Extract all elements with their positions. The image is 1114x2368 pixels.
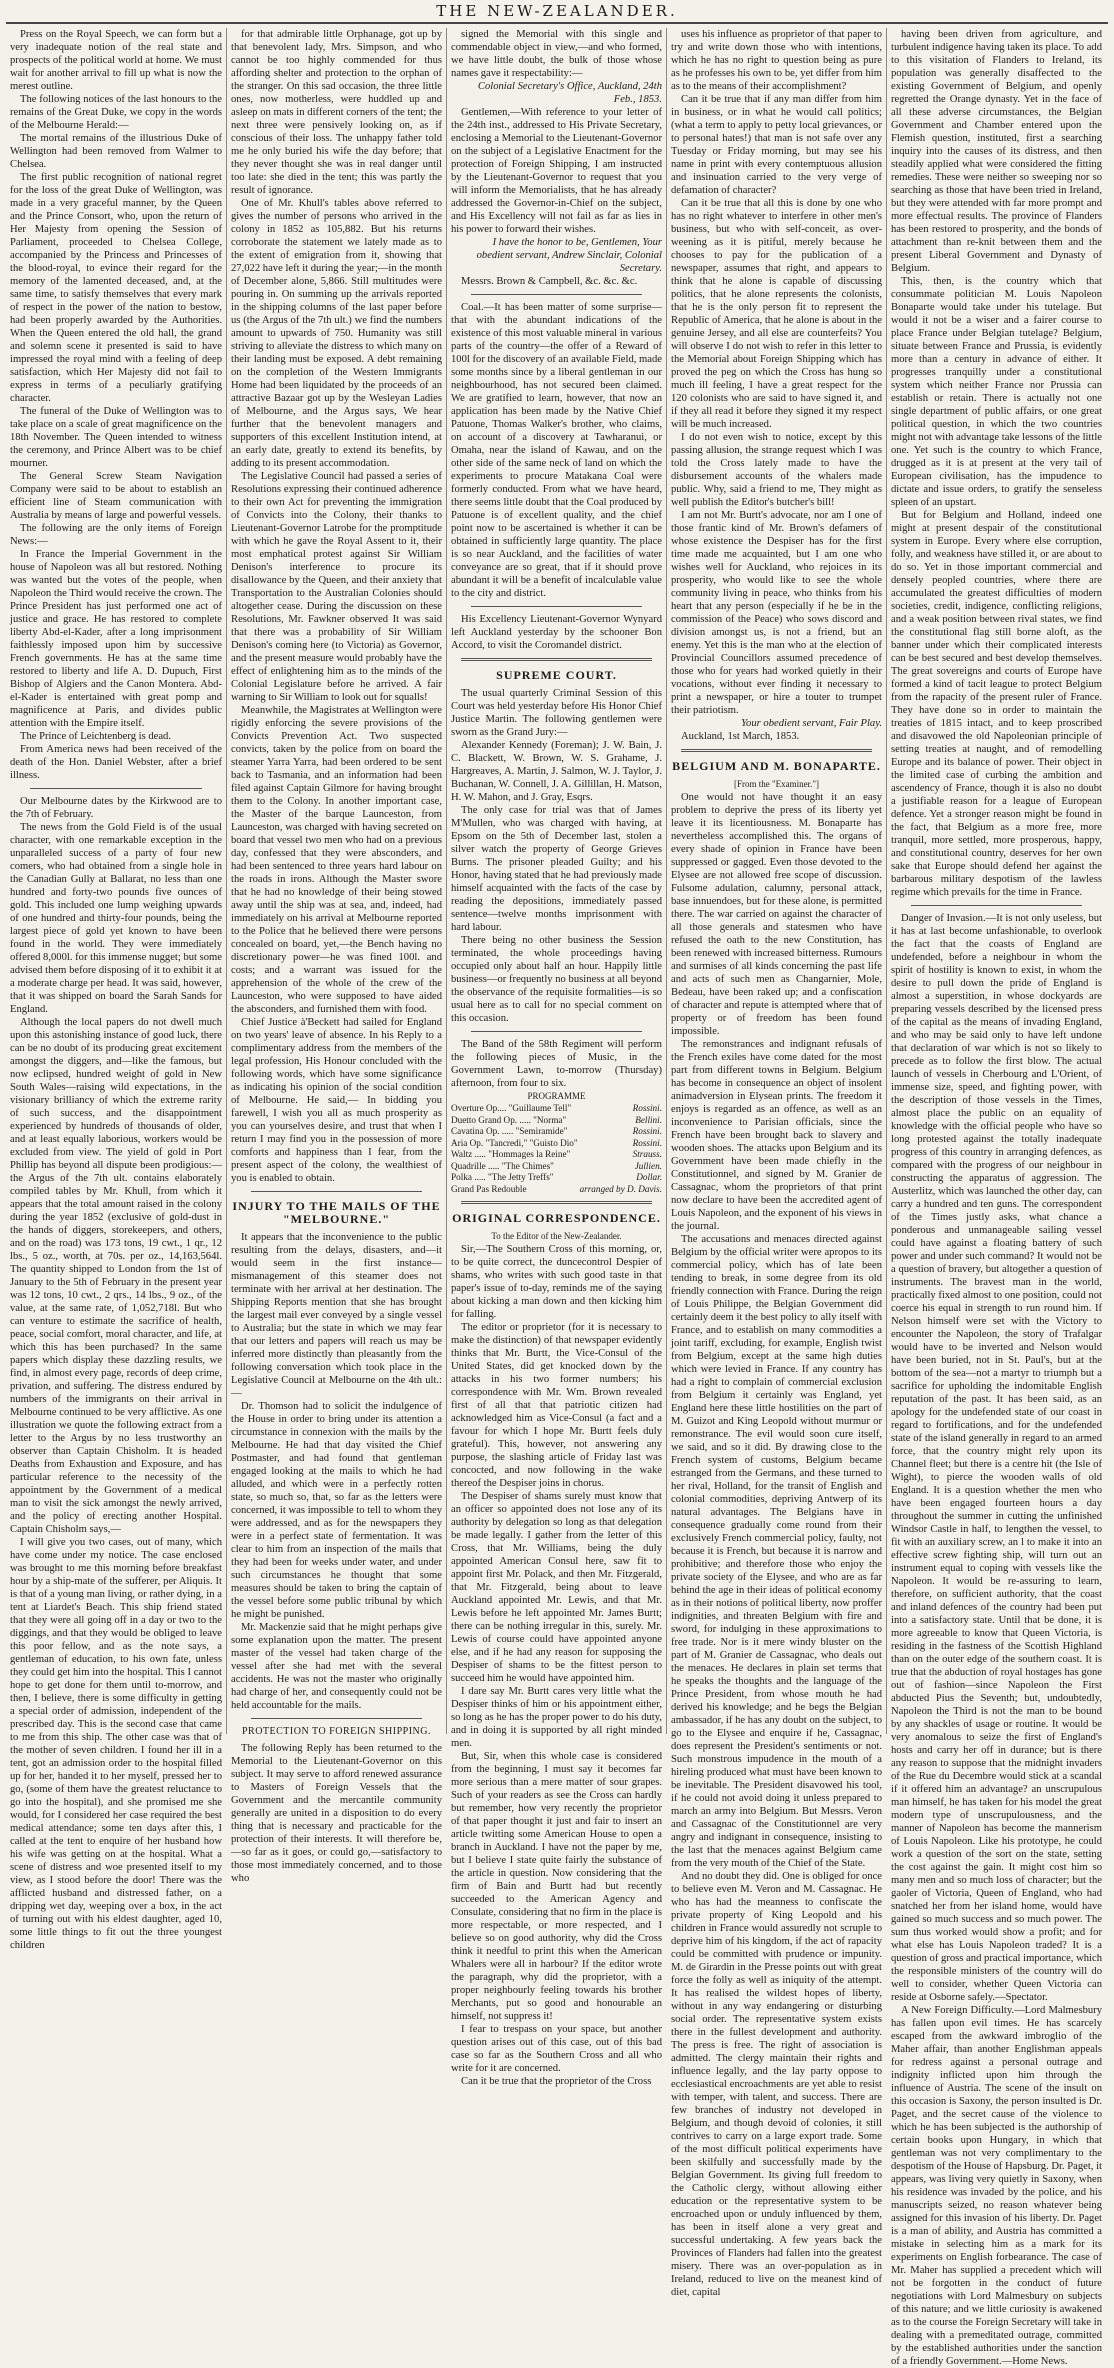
- section-rule: [471, 1031, 642, 1032]
- paragraph: Meanwhile, the Magistrates at Wellington were rigidly enforcing the severe provisions of the Convicts Prevention Act. Two suspected convicts, taken by the police from on board the steamer Yarra Yarra, had been ordered to be sent back to Tasmania, and an information had been filed against Captain Gilmore for having brought them to the Colony. In another important case, the Master of the barque Launceston, from Launceston, was charged with having secreted on board that vessel two men who had on a previous day, confessed that they were absconders, and had been sentenced to three years hard labour on the roads in irons. Although the Master swore that he had no knowledge of their being stowed away until the ship was at sea, and, indeed, had immediately on his arrival at Melbourne reported to the Police that he believed there were persons concealed on board, yet,—the Bench having no discretionary power—he was fined 100l. and costs; and a warrant was issued for the apprehension of the whole of the crew of the Launceston, who were supposed to have aided the absconders, and furnished them with food.: [231, 705, 442, 1015]
- paragraph: Alexander Kennedy (Foreman); J. W. Bain, J. C. Blackett, W. Brown, W. S. Grahame, J. Hargreaves, A. Martin, J. Salmon, W. J. Taylor, J. Buchanan, W. Connell, J. A. Gillillan, H. Matson, H. W. Mahon, and J. Gray, Esqrs.: [451, 740, 662, 803]
- section-rule: [461, 1201, 652, 1204]
- article-heading: SUPREME COURT.: [496, 668, 617, 682]
- paragraph: The following are the only items of Foreign News:—: [10, 523, 222, 547]
- paragraph: The only case for trial was that of James M'Mullen, who was charged with having, at Epsom on the 5th of December last, stolen a silver watch the property of George Grieves Burns. The prisoner pleaded Guilty; and his Honor, having stated that he had previously made himself acquainted with the facts of the case by reading the depositions, immediately passed sentence—twelve months imprisonment with hard labour.: [451, 805, 662, 933]
- section-rule: [681, 749, 872, 752]
- paragraph: His Excellency Lieutenant-Governor Wynyard left Auckland yesterday by the schooner Bon Accord, to visit the Coromandel district.: [451, 614, 662, 651]
- paragraph: The Band of the 58th Regiment will perform the following pieces of Music, in the Government Lawn, to-morrow (Thursday) afternoon, from four to six.: [451, 1039, 662, 1089]
- paragraph: signed the Memorial with this single and commendable object in view,—and who formed, we have little doubt, the bulk of those whose names gave it respectability:—: [451, 29, 662, 79]
- paragraph: Danger of Invasion.—It is not only useless, but it has at last become unfashionable, to overlook the fact that the coasts of England are undefended, before a neighbour in whom the spirit of hostility is known to exist, in whom the desire to pull down the pride of England is almost a superstition, in whose dockyards are preparing vessels described by the licensed press of the capital as the means of invading England, and who may be said only to have left undone that declaration of war which is not so likely to precede as to follow the first blow. The actual launch of vessels in Cherbourg and L'Orient, of immense size, speed, and fighting power, with the description of those vessels in the Times, almost place the public on an equality of knowledge with the official people who have so long protested against the totally inadequate progress of this country in arranging defences, as compared with the progress of our neighbour in constructing the apparatus of aggression. The Austerlitz, which was launched the other day, can carry a hundred and ten guns. The correspondent of the Times justly asks, what chance a ponderous and unmanageable sailing vessel could have against a floating battery of such power and under such command? It would not be a question of bravery, but altogether a question of instruments. The bravest man in the world, practically fixed almost to one position, could not coerce his equal in strength to run round him. If Nelson himself were set with the Victory to encounter the Napoleon, the story of Trafalgar would have to be inverted and Nelson would have been buried, not in St. Paul's, but at the bottom of the sea—not a martyr to triumph but a sacrifice for upholding the indomitable English reputation of the past. It has been said, as an apology for the undefended state of our coast in regard to fortifications, and for the undefended state of the island generally in regard to an armed force, that the country might rely upon its Channel fleet; but there is a centre hit (the Isle of Wight), to pierce the wooden walls of old England. It is a question whether the men who have been engaged fourteen hours a day throughout the summer in cutting the unfinished Windsor Castle in half, to lengthen the vessel, to fit with an auxiliary screw, an l to make it into an effective screw fighting ship, will turn out an instrument equal to coping with vessels like the Napoleon. It would be re-assuring to learn, therefore, on sufficient authority, that the coast and inland defences of the country had been put into a satisfactory state. Until that be done, it is more agreeable to know that Queen Victoria, is residing in the fastness of the Scottish Highland than on the outer edge of the southern coast. It is true that the abduction of royal hostages has gone out of fashion—since Napoleon the First abducted Pius the Seventh; but, undoubtedly, Napoleon the Third is not the man to be bound by any shackles of usage or routine. It would be very anomalous to seize the first of England's hosts and carry her off in durance; but is there any reason to suppose that the midnight invaders of the Rue du Decembre would stick at a scandal if it offered him an advantage? an unscrupulous man himself, he has taken for his model the great modern type of unscrupulousness, and the manner of Napoleon has become the mannerism of Louis Napoleon. Like his prototype, he could work a question of the sort on the state, setting the cost against the gain. It might cost him so many men and so much loss of character; but the gaoler of Victoria, Queen of England, who had snatched her from her island home, would have gained so much success and so much power. The sum thus worked would show a profit; and for what else has Louis Napoleon traded? It is a question of gross and practical importance, which the responsible ministers of the country will do well to consider, whether Queen Victoria can reside at Osborne safely.—Spectator.: [891, 913, 1102, 2003]
- paragraph: Although the local papers do not dwell much upon this astonishing instance of good luck, there can be no doubt of its producing great excitement amongst the diggers, and—like the famous, but now eclipsed, hundred weight of gold in New South Wales—raising wild expectations, in the visionary brilliancy of which the extreme rarity of such success, and the disappointment experienced by hundreds of thousands of older, and at least equally laborious, workers would be excluded from view. The yield of gold in Port Phillip has beyond all dispute been prodigious:—the Argus of the 7th ult. contains elaborately compiled tables by Mr. Khull, from which it appears that the total amount raised in the colony during the year 1852 (exclusive of gold-dust in the hands of diggers, storekeepers, and others, and on the road) was 173 tons, 19 cwt., 1 qr., 12 lbs., 5 oz., worth, at 70s. per oz., 14,163,564l. The quantity shipped to London from the 1st of January to the 5th of February in the present year was 12 tons, 10 cwt., 2 qrs., 14 lbs., 9 oz., of the value, at the same rate, of 1,052,718l. But who can venture to estimate the sacrifice of health, peace, social comfort, moral character, and life, at which this has been purchased? In the same papers which display these dazzling results, we find, in almost every page, records of deep crime, privation, and suffering. The distress endured by numbers of the immigrants on their arrival in Melbourne continued to be very afflictive. As one illustration we quote the following extract from a letter to the Argus by no less trustworthy an observer than Captain Chisholm. It is headed Deaths from Exhaustion and Exposure, and has particular reference to the necessity of the appointment by the Government of a medical man to visit the sick amongst the newly arrived, and the policy of erecting another Hospital. Captain Chisholm says,—: [10, 1017, 222, 1535]
- paragraph: uses his influence as proprietor of that paper to try and write down those who with intentions, which he has no right to question being as pure as he professes his own to be, yet differ from him as to the means of their accomplishment?: [671, 29, 882, 92]
- paragraph: Our Melbourne dates by the Kirkwood are to the 7th of February.: [10, 796, 222, 820]
- paragraph: The usual quarterly Criminal Session of this Court was held yesterday before His Honor Chief Justice Martin. The following gentlemen were sworn as the Grand Jury:—: [451, 688, 662, 738]
- paragraph: A New Foreign Difficulty.—Lord Malmesbury has fallen upon evil times. He has scarcely escaped from the awkward imbroglio of the Maher affair, than another Englishman appeals for redress against a personal outrage and indignity inflicted upon him through the influence of Austria. The scene of the insult on this occasion is Saxony, the person insulted is Dr. Paget, and the secret cause of the violence to which he has been subjected is the authorship of certain books upon Hungary, in which that gentleman was not very complimentary to the despotism of the House of Hapsburg. Dr. Paget, it appears, was living very quietly in Saxony, when his residence was invaded by the police, and his manuscripts seized, no reason whatever being assigned for this invasion of his liberty. Dr. Paget is a man of ability, and Austria has committed a mistake in selecting him as a mark for its experiments on English forbearance. The case of Mr. Maher has supplied a precedent which will not be forgotten in the conduct of future negotiations with Lord Malmesbury on subjects of this nature; and we little curiosity is awakened as to the course the Foreign Secretary will take in dealing with a premeditated outrage, committed by the established authorities under the sanction of a friendly Government.—Home News.: [891, 2005, 1102, 2367]
- column-1: [6, 28, 226, 1951]
- programme-row: Polka ..... "The Jetty Treffs" Dollar.: [451, 1172, 662, 1182]
- paragraph: I do not even wish to notice, except by this passing allusion, the strange request which I was told the Cross lately made to have the disbursement accounts of the whalers made public. Why, said a friend to me, They might as well publish the Editor's butcher's bill!: [671, 432, 882, 508]
- paragraph: Can it be true that the proprietor of the Cross: [461, 2076, 652, 2087]
- column-2: [226, 28, 446, 1884]
- section-rule: [251, 1191, 422, 1192]
- paragraph: The news from the Gold Field is of the usual character, with one remarkable exception in the unparalleled success of a party of four new comers, who had obtained from a single hole in the Canadian Gully at Ballarat, no less than one hundred and forty-two pounds five ounces of gold. This included one lump weighing upwards of one hundred and thirty-four pounds, being the largest piece of gold yet known to have been found in the world. They were immediately offered 8,000l. for this immense nugget; but some advised them before disposing of it to exhibit it at a moderate charge per head. It was said, however, that it was shipped on board the Sarah Sands for England.: [10, 822, 222, 1015]
- paragraph: One would not have thought it an easy problem to deprive the press of its liberty yet leave it its licentiousness. M. Bonaparte has nevertheless accomplished this. The organs of every shade of opinion in France have been suppressed or gagged. Even those devoted to the Elysee are not allowed free scope of discussion. Fulsome adulation, calumny, personal attack, base innuendoes, but for these alone, is permitted there. The war carried on against the character of all those generals and statesmen who have refused the oath to the new Constitution, has been renewed with increased bitterness. Rumours and surmises of all kinds concerning the past life and acts of such men as Changarnier, Mole, Bedeau, have been raked up; and a confiscation of character and repute is attempted where that of property or of freedom has been found impossible.: [671, 792, 882, 1037]
- paragraph: Can it be true that all this is done by one who has no right whatever to interfere in other men's business, but who with self-conceit, as over-weening as it is pitiful, merely because he chooses to pay for the publication of a newspaper, assumes that right, and appears to think that he alone is capable of discussing politics, that he alone represents the colonists, that he is the only person fit to represent the Republic of America, that he alone is about in the genuine Jersey, and all else are counterfeits? You will observe I do not wish to refer in this letter to the Memorial about Foreign Shipping which has proved the peg on which the Cross has hung so much ill feeling, I have a great respect for the 120 colonists who are said to have signed it, and if they all read it before they signed it my respect will be much increased.: [671, 198, 882, 430]
- paragraph: having been driven from agriculture, and turbulent indigence having taken its place. To add to this visitation of Flanders to Ireland, its population was generally disaffected to the existing Government of Belgium, and openly regretted the Orange dynasty. Yet in the face of all these adverse circumstances, the Belgian Government and Chamber entered upon the Flemish question, instituted, first a searching inquiry into the causes of its distress, and then steadily applied what were considered the fitting remedies. These were neither so sweeping nor so searching as those that have been tried in Ireland, but they were attended with far more prompt and more effectual results. The province of Flanders has been restored to prosperity, and the bonds of attachment than re-knit between them and the present Liberal Government and Dynasty of Belgium.: [891, 29, 1102, 274]
- programme-row: Waltz ..... "Hommages la Reine" Strauss.: [451, 1149, 662, 1159]
- section-rule: [251, 1718, 422, 1719]
- paragraph: I will give you two cases, out of many, which have come under my notice. The case enclosed was brought to me this morning before breakfast hour by a ship-mate of the sufferer, per Aliquis. It is that of a young man living, or rather dying, in a tent at Liardet's Beach. This ship friend stated that they were all going off in a day or two to the diggings, and that they would be obliged to leave this poor fellow, and as the note says, a gentleman of education, to his own fate, unless they could get him into the hospital. This I cannot hope to get done for them until to-morrow, and then, I believe, there is some difficulty in getting a special order of admission, independent of the prescribed day. This is the second case that came to me from this ship. The other case was that of the mother of seven children. I found her ill in a tent, got an admission order to the hospital filled up for her, handed it to her myself, pressed her to go, (some of them have the greatest reluctance to go into the hospital), and she promised me she would, for I considered her case required the best medical attendance; some ten days after this, I called at the tent to enquire of her husband how his wife was getting on at the hospital. What a scene of distress and woe presented itself to my view, as I stood before the door! There was the afflicted husband and distressed father, on a dripping wet day, weeping over a box, in the act of turning out with his eldest daughter, aged 10, some little things to fit out the three youngest children: [10, 1537, 222, 1951]
- paragraph: The editor or proprietor (for it is necessary to make the distinction) of that newspaper evidently thinks that Mr. Burtt, the Vice-Consul of the United States, did get knocked down by the attacks in his two former numbers; his correspondence with Mr. Wm. Brown revealed first of all that that patriotic citizen had acknowledged him as Vice-Consul (a fact and a favour for which I hope Mr. Burtt feels duly grateful). This, however, not answering any purpose, the slashing article of Friday last was concocted, and now following in the wake thereof the Despiser joins in chorus.: [451, 1322, 662, 1489]
- paragraph: The Prince of Leichtenberg is dead.: [20, 731, 172, 742]
- paragraph: The mortal remains of the illustrious Duke of Wellington had been removed from Walmer to Chelsea.: [10, 133, 222, 170]
- paragraph: Messrs. Brown & Campbell, &c. &c. &c.: [461, 276, 638, 287]
- paragraph: I am not Mr. Burtt's advocate, nor am I one of those frantic kind of Mr. Brown's defamers of whose existence the Despiser has for the first time made me acquainted, but I am one who wishes well for Auckland, who rejoices in its prosperity, who would like to see the whole community living in peace, who thinks from his heart that any person (especially if he be in the commission of the Peace) who sows discord and division amongst us, is not a friend, but an enemy. Yet this is the man who at the election of Provincial Councillors assumed precedence of those who for years had worked quietly in their vocations, without ever finding it necessary to print a newspaper, or hire a touter to trumpet their patriotism.: [671, 510, 882, 716]
- masthead: THE NEW-ZEALANDER.: [436, 2, 678, 20]
- source-line: [From the "Examiner."]: [733, 779, 820, 789]
- signature: Your obedient servant, Fair Play.: [741, 718, 882, 729]
- paragraph: for that admirable little Orphanage, got up by that benevolent lady, Mrs. Simpson, and who cannot be too highly commended for thus affording shelter and protection to the orphan of the stranger. On this sad occasion, the three little ones, now motherless, were huddled up and asleep on mats in different corners of the tent; the next three were pensively looking on, as if conscious of their loss. The unhappy father told me he only buried his wife the day before; that they never thought she was in real danger until too late: she died in the tent; this was partly the result of ignorance.: [231, 29, 442, 196]
- paragraph: The Despiser of shams surely must know that an officer so appointed does not lose any of its authority by delegation so long as that delegation be made legally. I gather from the letter of this Cross, that Mr. Williams, being the duly appointed American Consul here, saw fit to appoint first Mr. Polack, and then Mr. Fitzgerald, that Mr. Fitzgerald, being about to leave Auckland appointed Mr. Lewis, and that Mr. Lewis before he left appointed Mr. James Burtt; there can be nothing irregular in this, surely. Mr. Lewis of course could have appointed anyone else, and if he had any reason for supposing the Despiser of shams to be the fittest person to succeed him he would have appointed him.: [451, 1491, 662, 1684]
- addressee: To the Editor of the New-Zealander.: [491, 1231, 622, 1241]
- paragraph: Chief Justice à'Beckett had sailed for England on two years' leave of absence. In his Reply to a complimentary address from the members of the legal profession, His Honour concluded with the following words, which have some significance as indicating his opinion of the social condition of Melbourne. He said,— In bidding you farewell, I wish you all as much prosperity as you can yourselves desire, and trust that when I return I may find you in the possession of more comforts and happiness than I fear, from the present aspect of the colony, the wealthiest of you is enabled to obtain.: [231, 1017, 442, 1184]
- newspaper-columns: [6, 28, 1108, 2367]
- paragraph: In France the Imperial Government in the house of Napoleon was all but restored. Nothing was wanted but the votes of the people, when Napoleon the Third would receive the crown. The Prince President has just performed one act of justice and grace. He has restored to complete liberty Abd-el-Kader, after a long imprisonment faithlessly imposed upon him by successive French governments. He has at the same time restored to liberty and life A. D. Dupuch, First Bishop of Algiers and the Canon Montera. Abd-el-Kader is entertained with great pomp and magnificence at Paris, and divides public attention with the Empire itself.: [10, 549, 222, 729]
- paragraph: Sir,—The Southern Cross of this morning, or, to be quite correct, the duncecontrol Despier of shams, who writes with such good taste in that paper's issue of to-day, reminds me of the saying about kicking a man down and then kicking him for falling.: [451, 1244, 662, 1320]
- paragraph: The following Reply has been returned to the Memorial to the Lieutenant-Governor on this subject. It may serve to afford renewed assurance to Masters of Foreign Vessels that the Government and the mercantile community generally are united in a disposition to do every thing that is necessary and practicable for the protection of their interests. It will therefore be,—so far as it goes, or could go,—satisfactory to those most immediately concerned, and to those who: [231, 1743, 442, 1884]
- paragraph: But, Sir, when this whole case is considered from the beginning, I must say it becomes far more serious than a mere matter of sour grapes. Such of your readers as see the Cross can hardly but remember, how very recently the proprietor of that paper thought it just and fair to insert an article twitting some American House to open a branch in Auckland. I have not the paper by me, but I believe I state quite fairly the substance of the article in question. Now considering that the firm of Bain and Burtt had but recently succeeded to the American Agency and Consulate, considering that no firm in the place is more respectable, or more respected, and I believe so on good authority, why did the Cross think it needful to print this when the American Whalers were all in harbour? If the editor wrote the paragraph, why did the proprietor, with a proper neighbourly feeling towards his brother Merchants, put so good and honourable an himself, not suppress it!: [451, 1751, 662, 2022]
- section-rule: [471, 294, 642, 295]
- programme-row: Overture Op.... "Guillaume Tell" Rossini.: [451, 1103, 662, 1113]
- paragraph: There being no other business the Session terminated, the whole proceedings having occupied only about half an hour. Happily little business—or frequently no business at all beyond the observance of the requisite formalities—is so usual here as to call for no special comment on this occasion.: [451, 935, 662, 1024]
- paragraph: I fear to trespass on your space, but another question arises out of this case, out of this bad case so far as the Southern Cross and all who write for it are concerned.: [451, 2024, 662, 2074]
- programme-list: [451, 1103, 662, 1195]
- programme-row: Cavatina Op. ..... "Semiramide" Rossini.: [451, 1126, 662, 1136]
- paragraph: It appears that the inconvenience to the public resulting from the delays, disasters, and—it would seem in the first instance—mismanagement of this steamer does not terminate with her arrival at her destination. The Shipping Reports mention that she has brought the largest mail ever conveyed by a single vessel to Australia; but the state in which we may fear that our letters and papers will reach us may be inferred more distinctly than pleasantly from the following conversation which took place in the Legislative Council at Melbourne on the 4th ult.:—: [231, 1232, 442, 1399]
- dateline: Colonial Secretary's Office, Auckland, 24th Feb., 1853.: [477, 81, 662, 105]
- paragraph: I dare say Mr. Burtt cares very little what the Despiser thinks of him or his appointment either, so long as he has the proper power to do his duty, and in doing it is supported by all right minded men.: [451, 1686, 662, 1749]
- programme-label: PROGRAMME: [527, 1091, 586, 1101]
- section-rule: [471, 606, 642, 607]
- column-5: [886, 28, 1106, 2367]
- dateline: Auckland, 1st March, 1853.: [681, 731, 800, 742]
- section-rule: [911, 905, 1082, 906]
- article-heading: ORIGINAL CORRESPONDENCE.: [452, 1211, 661, 1225]
- paragraph: Coal.—It has been matter of some surprise—that with the abundant indications of the existence of this most valuable mineral in various parts of the country—the offer of a Reward of 100l for the discovery of an available Field, made some months since by a liberal gentleman in our neighbourhood, has not secured been claimed. We are gratified to learn, however, that now an application has been made by the Native Chief Patuone, Thomas Walker's brother, who claims, on account of a discovery at Tawharanui, or Omaha, near the island of Kawau, and on the other side of the same neck of land on which the experiments to procure Matakana Coal were formerly conducted. From what we have heard, there seems little doubt that the Coal produced by Patuone is of excellent quality, and the chief point now to be ascertained is whether it can be obtained in sufficiently large quantity. The place is so near Auckland, and the facilities of water conveyance are so great, that if it should prove abundant it will be a benefit of incalculable value to the city and district.: [451, 302, 662, 599]
- paragraph: And no doubt they did. One is obliged for once to believe even M. Veron and M. Cassagnac. He who has had the meanness to confiscate the private property of King Leopold and his children in France would assuredly not scruple to deprive him of his kingdom, if the act of rapacity could be committed with prudence or impunity. M. de Girardin in the Presse points out with great force the folly as well as iniquity of the attempt. It has realised the wildest hopes of liberty, without in any way endangering or disturbing social order. The representative system exists there in the fullest development and authority. The press is free. The right of association is admitted. The clergy maintain their rights and influence legally, and the lay party oppose to ecclesiastical encroachments are yet able to resist with temper, with talent, and success. There are few branches of industry not developed in Belgium, and though devoid of colonies, it still contrives to carry on a large export trade. Some of the most difficult political experiments have been skilfully and successfully made by the Belgian Government. Its giving full freedom to the Catholic clergy, without allowing either education or the representative system to be encroached upon or unduly influenced by them, has been in itself alone a very great and successful undertaking. A few years back the Provinces of Flanders had fallen into the greatest misery. There was an over-population as in Ireland, reduced to live on the meanest kind of diet, capital: [671, 1871, 882, 2298]
- paragraph: Mr. Mackenzie said that he might perhaps give some explanation upon the matter. The present master of the vessel had taken charge of the vessel after she had met with the several accidents. He was not the master who originally had charge of her, and consequently could not be held accountable for the mails.: [231, 1622, 442, 1711]
- paragraph: Can it be true that if any man differ from him in business, or in what he would call politics; (what a term to apply to petty local grievances, or to personal hates!) that man is not safe over any Tuesday or Friday morning, but may see his name in print with every contemptuous allusion and insinuation carried to the very verge of defamation of character?: [671, 94, 882, 196]
- paragraph: The General Screw Steam Navigation Company were said to be about to establish an efficient line of Steam communication with Australia by means of large and powerful vessels.: [10, 471, 222, 521]
- programme-row: Aria Op. "Tancredi," "Guisto Dio" Rossini.: [451, 1137, 662, 1148]
- signature: I have the honor to be, Gentlemen, Your obedient servant, Andrew Sinclair, Colonial Secretary.: [476, 237, 662, 274]
- paragraph: This, then, is the country which that consummate politician M. Louis Napoleon Bonaparte would take under his tutelage. But would it not be a wiser and a fairer course to place France under Belgian tutelage? Belgium, situate between France and Prussia, is evidently more than a century in advance of either. It progresses tranquilly under a constitutional system which neither France nor Prussia can establish or retain. There is actually not one single department of public affairs, or one great political question, in which the two countries might not with advantage take lessons of the little one. Yet such is the country to which France, drugged as it is at present at the very tail of European civilisation, has the impudence to dictate and issue orders, to gratify the senseless spleen of an upstart.: [891, 276, 1102, 508]
- paragraph: Gentlemen,—With reference to your letter of the 24th inst., addressed to His Private Secretary, enclosing a Memorial to the Lieutenant-Governor on the subject of a Legislative Enactment for the protection of Foreign Shipping, I am instructed by the Lieutenant-Governor to request that you will inform the Memorialists, that he has already addressed the Governor-in-Chief on the subject, and His Excellency will not fail as far as lies in his power to forward their wishes.: [451, 107, 662, 235]
- programme-row: Duetto Grand Op. ..... "Norma" Bellini.: [451, 1114, 662, 1125]
- paragraph: The remonstrances and indignant refusals of the French exiles have come dated for the most part from different towns in Belgium. Belgium has become in consequence an object of insolent animadversion in Elysean prints. The freedom it enjoys is regarded as an offence, as well as an inconvenience to Parisian officials, since the French have been brought back to slavery and wooden shoes. The attacks upon Belgium and its Government have been made chiefly in the Constitutionnel, and signed by M. Granier de Cassagnac, whom the proprietors of that print now declare to have been the accredited agent of Louis Napoleon, and the exponent of his views in the journal.: [671, 1039, 882, 1232]
- paragraph: Press on the Royal Speech, we can form but a very inadequate notion of the real state and prospects of the political world at home. We must wait for another arrival to fill up what is now the merest outline.: [10, 29, 222, 92]
- paragraph: One of Mr. Khull's tables above referred to gives the number of persons who arrived in the colony in 1852 as 105,882. But his returns corroborate the statement we lately made as to the extent of emigration from it, showing that 27,022 have left it during the year;—in the month of December alone, 5,866. Still multitudes were pouring in. On summing up the arrivals reported in the shipping columns of the last paper before us (the Argus of the 7th ult.) we find the numbers amount to upwards of 750. Humanity was still striving to alleviate the distress to which many on their landing must be exposed. A debt remaining on the completion of the Western Immigrants Home had been liquidated by the proceeds of an attractive Bazaar got up by the Wesleyan Ladies of Melbourne, and the Argus says, We hear further that the benevolent managers and supporters of this excellent Institution intend, at an early date, greatly to extend its benefits, by adding to its present accommodation.: [231, 198, 442, 469]
- programme-row: Quadrille ..... "The Chimes" Jullien.: [451, 1160, 662, 1171]
- section-rule: [30, 788, 202, 789]
- paragraph: From America news had been received of the death of the Hon. Daniel Webster, after a brief illness.: [10, 744, 222, 781]
- paragraph: Dr. Thomson had to solicit the indulgence of the House in order to bring under its attention a circumstance in connexion with the mails by the Melbourne. He had that day visited the Chief Postmaster, and had found that gentleman engaged looking at the mails to which he had alluded, and which were in a perfectly rotten state, so much so, that, so far as the letters were concerned, it was impossible to tell to whom they were addressed, and as for the newspapers they were in a perfect state of fermentation. It was clear to him from an inspection of the mails that they had been for weeks under water, and under such circumstances he thought that some measures should be taken to bring the captain of the vessel before some public tribunal by which he might be punished.: [231, 1401, 442, 1620]
- column-4: [666, 28, 886, 2298]
- column-3: [446, 28, 666, 2087]
- paragraph: But for Belgium and Holland, indeed one might at present despair of the constitutional system in Europe. Every where else corruption, folly, and weakness have stilled it, or are about to do so. Yet in those important commercial and densely peopled countries, where there are accumulated the greatest difficulties of modern societies, credit, indigence, conflicting religions, and a weak position between rival states, we find the constitutional flag still borne aloft, as the banner under which their complicated interests can be best secured and best develop themselves. The great sovereigns and courts of Europe have formed a kind of tacit league to protect Belgium from the rapacity of the present ruler of France. They have done so in order to maintain the treaties of 1815 intact, and to keep proscribed and disavowed the old Napoleonian principle of setting treaties at naught, and of remodelling Europe and its balance of power. Their object in the limited case of curbing the ambition and ascendency of France, though it is also no doubt a justifiable reason for a league of European defence. Yet a stronger reason might be found in the fact, that Belgium as a more free, more tranquil, more settled, more prosperous, happy, and constitutional country, deserves for her own sake that Europe should defend her against the barbarous military despotism of the lawless regime which prevails for the time in France.: [891, 510, 1102, 898]
- paragraph: The funeral of the Duke of Wellington was to take place on a scale of great magnificence on the 18th November. The Queen intended to witness the ceremony, and Prince Albert was to be chief mourner.: [10, 406, 222, 469]
- article-heading: PROTECTION TO FOREIGN SHIPPING.: [241, 1726, 432, 1737]
- paragraph: The accusations and menaces directed against Belgium by the official writer were apropos to its commercial policy, which has of late been tending to break, in some degree from its old friendly connection with France. During the reign of Louis Philippe, the Belgian Government did certainly deem it the best policy to ally itself with France, and to establish on many commodities a joint tariff, excluding, for example, English twist from Belgium, except at the same high duties which were levied in France. If any country has had a right to complain of commercial exclusion from Belgium it certainly was England, yet England here these little hostilities on the part of M. Guizot and King Leopold without murmur or remonstrance. The evil would soon cure itself, we said, and so it did. By drawing close to the French system of customs, Belgium became estranged from the Germans, and these turned to her rival, Holland, for the transit of English and colonial commodities, depriving Antwerp of its natural advantages. The Belgians have in consequence gradually come round from their exclusively French commercial policy, faulty, not because it is French, but because it is narrow and prohibitive; and therefore those who enjoy the private society of the Elysee, and who are as far behind the age in their ideas of political economy as in their notions of political liberty, now proffer indignities, and threaten Belgium with fire and sword, for indulging in these approximations to free trade. Nor is it mere windy bluster on the part of M. Granier de Cassagnac, who deals out the menaces. He declares in plain set terms that he speaks the thoughts and the language of the Prince President, from whose mouth he had derived his knowledge; and he begs the Belgian ambassador, if he has any doubt on the subject, to go to the Elysee and enquire if he, Cassagnac, does represent the President's sentiments or not. Such monstrous impudence in the mouth of a hireling produced what must have been known to be inevitable. The President disavowed his tool, if he could not avoid doing it unless prepared to march an army into Belgium. But Messrs. Veron and Cassagnac of the Constitutionnel are very angry and indignant in consequence, insisting to the last that the menaces against Belgium came from the very mouth of the Chief of the State.: [671, 1234, 882, 1869]
- paragraph: The following notices of the last honours to the remains of the Great Duke, we copy in the words of the Melbourne Herald:—: [10, 94, 222, 131]
- programme-row: Grand Pas Redouble arranged by D. Davis.: [451, 1183, 662, 1194]
- masthead-rule: [6, 22, 1108, 24]
- section-rule: [461, 658, 652, 661]
- paragraph: The first public recognition of national regret for the loss of the great Duke of Wellington, was made in a very graceful manner, by the Queen and the Prince Consort, who, upon the return of Her Majesty from opening the Session of Parliament, proceeded to Chelsea College, accompanied by the Princess and Princesses of the blood-royal, to evince their regard for the memory of the lamented deceased, and, at the same time, to satisfy themselves that every mark of respect in the power of the nation to bestow, had been properly awarded by the Authorities. When the Queen entered the old hall, the grand and solemn scene it presented is said to have impressed the royal mind with a feeling of deep satisfaction, which Her Majesty did not fail to express in terms of a peculiarly gratifying character.: [10, 172, 222, 404]
- paragraph: The Legislative Council had passed a series of Resolutions expressing their continued adherence to their own Act for preventing the immigration of Convicts into the Colony, their thanks to Lieutenant-Governor Latrobe for the promptitude with which he gave the Royal Assent to it, their most emphatical protest against Sir William Denison's interference to procure its disallowance by the Queen, and their anxiety that Transportation to the Australian Colonies should altogether cease. During the discussion on these Resolutions, Mr. Fawkner observed It was said that there was a probability of Sir William Denison's coming here (to Victoria) as Governor, and the present measure would probably have the effect of enlightening him as to the minds of the Colonial Legislature before he arrived. A fair warning to Sir William to look out for squalls!: [231, 471, 442, 703]
- article-heading: BELGIUM AND M. BONAPARTE.: [672, 759, 881, 773]
- article-heading: INJURY TO THE MAILS OF THE "MELBOURNE.": [232, 1199, 441, 1226]
